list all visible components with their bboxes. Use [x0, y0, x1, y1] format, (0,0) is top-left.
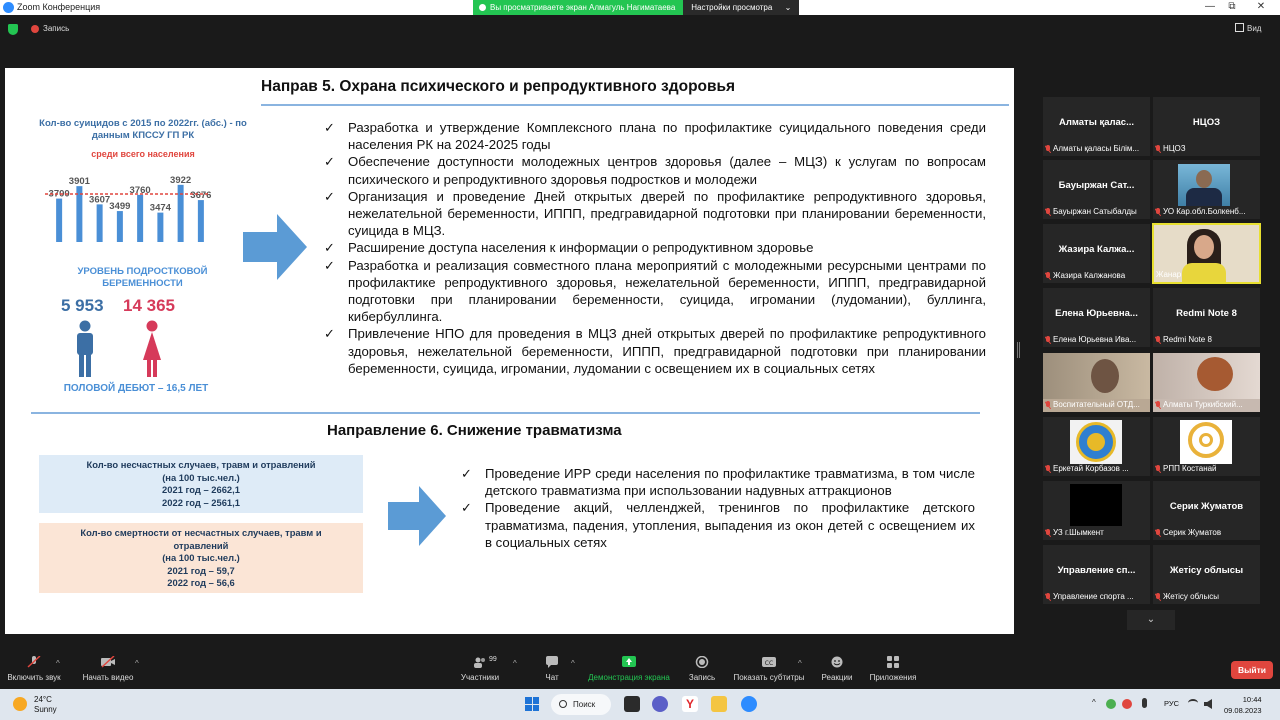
box2-line: (на 100 тыс.чел.) [162, 552, 240, 563]
search-icon [559, 700, 567, 708]
participant-tile[interactable] [1043, 97, 1150, 156]
bar-value-label-2021: 3922 [170, 174, 192, 186]
check-icon: ✓ [324, 154, 336, 170]
share-indicator-icon [479, 4, 486, 11]
tray-browser-icon[interactable] [1122, 699, 1132, 709]
participant-footer [1155, 143, 1258, 154]
participant-label: Воспитательный ОТД... [1053, 400, 1140, 409]
mic-muted-icon [27, 656, 41, 668]
participant-tile[interactable] [1043, 417, 1150, 476]
viewing-share-indicator [473, 0, 683, 15]
person-head-icon [1196, 170, 1212, 188]
chevron-down-icon: ⌄ [1146, 614, 1156, 625]
participant-label: Жанар [1156, 270, 1182, 279]
bullet-item [324, 153, 986, 187]
box2-line: Кол-во смертности от несчастных случаев, травм и отравлений [80, 527, 322, 551]
participant-footer [1045, 206, 1148, 217]
mortality-stats-box [39, 523, 363, 593]
participant-footer [1045, 143, 1148, 154]
suicide-bar-chart [35, 164, 215, 244]
bullet-item [461, 499, 975, 551]
participant-video [1180, 420, 1232, 464]
start-video-button[interactable] [80, 656, 136, 682]
check-icon: ✓ [324, 120, 336, 135]
wifi-icon[interactable] [1188, 699, 1198, 707]
unmute-button[interactable] [6, 656, 62, 682]
task-view-icon[interactable] [624, 696, 640, 712]
participant-label: Алматы қаласы Білім... [1053, 144, 1140, 153]
female-count: 14 365 [123, 296, 175, 315]
bullet-item [461, 465, 975, 499]
bullet-item [324, 257, 986, 326]
participant-label: РПП Костанай [1163, 464, 1217, 473]
divider-middle [31, 412, 980, 414]
chevron-down-icon: ⌄ [784, 3, 792, 12]
bullet-item [324, 325, 986, 377]
volume-icon[interactable] [1204, 699, 1212, 709]
zoom-logo-icon [3, 2, 14, 13]
check-icon: ✓ [324, 188, 336, 204]
mic-muted-icon [1045, 336, 1051, 344]
mic-muted-icon [1155, 145, 1161, 153]
leave-meeting-button[interactable]: Выйти [1231, 661, 1273, 679]
participant-footer [1156, 269, 1257, 280]
participant-footer [1155, 591, 1258, 602]
direction-6-bullets [461, 465, 975, 551]
direction-5-bullets [324, 119, 986, 377]
participant-label: Серик Жуматов [1163, 528, 1222, 537]
meeting-toolbar [0, 650, 1280, 689]
bar-value-label-2018: 3499 [109, 201, 131, 213]
bullet-item [324, 188, 986, 240]
active-speaker-tile[interactable] [1152, 223, 1261, 284]
weather-temperature: 24°C [34, 695, 52, 704]
taskbar-search[interactable] [551, 694, 611, 715]
weather-widget[interactable] [34, 695, 57, 715]
mic-muted-icon [1155, 336, 1161, 344]
bar-value-label-2017: 3607 [89, 194, 111, 206]
bar-value-label-2015: 3700 [48, 188, 70, 200]
chat-button[interactable] [538, 656, 566, 682]
record-icon [695, 656, 709, 668]
box2-line: 2022 год – 56,6 [167, 577, 235, 588]
check-icon: ✓ [324, 257, 336, 273]
pregnancy-label: УРОВЕНЬ ПОДРОСТКОВОЙ БЕРЕМЕННОСТИ [77, 266, 208, 289]
box2-line: 2021 год – 59,7 [167, 564, 235, 576]
participant-label: Управление спорта ... [1053, 592, 1134, 601]
chat-icon [545, 656, 559, 668]
mic-muted-icon [1155, 208, 1161, 216]
check-icon: ✓ [461, 466, 473, 481]
mic-muted-icon [1045, 593, 1051, 601]
mic-muted-icon [1045, 208, 1051, 216]
participant-tile[interactable] [1043, 224, 1150, 283]
participant-label: НЦОЗ [1163, 144, 1186, 153]
participant-footer [1045, 270, 1148, 281]
windows-start-icon[interactable] [525, 697, 539, 711]
bullet-item [324, 119, 986, 153]
participant-video [1070, 484, 1122, 526]
participant-display-name: Бауыржан Сат... [1058, 180, 1135, 191]
shared-screen-slide [5, 68, 1014, 634]
bullet-text: Привлечение НПО для проведения в МЦЗ дней открытых дверей по профилактике репродуктивного здоровья, нежелательной беременности, ИППП, предгравидарной подготовки при планировании беременности, суицида, игромании, лудомании с освещением их в социальных сетях [348, 326, 986, 376]
participant-tile[interactable] [1153, 417, 1260, 476]
participant-footer [1045, 527, 1148, 538]
participant-label: Бауыржан Сатыбалды [1053, 207, 1137, 216]
record-label: Запись [688, 673, 716, 682]
bullet-text: Расширение доступа населения к информации о репродуктивном здоровье [348, 240, 814, 256]
chat-options-chevron-icon[interactable]: ^ [571, 659, 575, 668]
participants-label: Участники [460, 673, 500, 682]
bullet-text: Проведение ИРР среди населения по профилактике травматизма, в том числе детского травматизма при использовании надувных аттракционов [485, 466, 975, 499]
bar-2019 [137, 195, 143, 242]
divider-top [261, 104, 1009, 106]
participant-tile[interactable] [1043, 353, 1150, 412]
participant-footer [1155, 399, 1258, 410]
video-off-icon [101, 656, 115, 668]
participant-tile[interactable] [1153, 160, 1260, 219]
view-settings-dropdown[interactable] [683, 0, 799, 15]
video-options-chevron-icon[interactable]: ^ [135, 659, 139, 668]
bullet-text: Организация и проведение Дней открытых дверей по профилактике репродуктивного здоровья, нежелательной беременности, ИППП, предгравидарной подготовки при планировании беременности, суицида в МЦЗ. [348, 188, 986, 239]
recording-label: Запись [43, 24, 70, 33]
participant-tile[interactable] [1043, 481, 1150, 540]
mic-muted-icon [1045, 145, 1051, 153]
participant-footer [1155, 334, 1258, 345]
participants-icon [473, 656, 487, 668]
mic-muted-icon [1045, 272, 1051, 280]
windows-taskbar [0, 689, 1280, 720]
record-button[interactable] [686, 656, 718, 682]
clock-date: 09.08.2023 [1224, 706, 1262, 715]
smiley-icon [830, 656, 844, 668]
mic-muted-icon [1045, 401, 1051, 409]
share-screen-button[interactable] [587, 656, 671, 682]
participant-tile[interactable] [1153, 545, 1260, 604]
bullet-text: Разработка и утверждение Комплексного плана по профилактике суицидального поведения среди населения РК на 2024-2025 годы [348, 120, 986, 153]
participant-label: Жетісу облысы [1163, 592, 1219, 601]
taskbar-search-label: Поиск [573, 700, 596, 709]
person-head-icon [1091, 359, 1119, 393]
suicide-chart-title: Кол-во суицидов с 2015 по 2022гг. (абс.) - по данным КПССУ ГП РК [39, 118, 247, 141]
viewing-share-text: Вы просматриваете экран Алмагуль Нагиматаева [490, 3, 676, 12]
file-explorer-icon[interactable] [711, 696, 727, 712]
participant-footer [1155, 527, 1258, 538]
apps-button[interactable] [866, 656, 920, 682]
tray-app-icon[interactable] [1106, 699, 1116, 709]
taskbar-clock[interactable] [1224, 694, 1262, 716]
participant-footer [1045, 399, 1148, 410]
microphone-icon[interactable] [1142, 698, 1147, 708]
heading-direction-6: Направление 6. Снижение травматизма [327, 422, 622, 439]
participant-display-name: НЦОЗ [1192, 117, 1221, 128]
maximize-button[interactable]: ⧉ [1228, 1, 1236, 12]
window-title: Zoom Конференция [17, 2, 101, 12]
participant-display-name: Управление сп... [1057, 565, 1136, 576]
participant-video [1178, 164, 1230, 206]
participant-tile[interactable] [1043, 288, 1150, 347]
person-face-icon [1194, 235, 1214, 259]
weather-sun-icon[interactable] [13, 697, 27, 711]
bar-value-label-2019: 3760 [129, 184, 151, 196]
share-banner [473, 0, 799, 15]
population-label: среди всего населения [91, 149, 195, 159]
bar-2018 [117, 211, 123, 242]
participant-tile[interactable] [1153, 353, 1260, 412]
start-video-label: Начать видео [82, 673, 134, 682]
view-menu-button[interactable]: Вид [1247, 24, 1262, 33]
female-figure-icon [140, 320, 164, 380]
bar-2020 [157, 213, 163, 242]
participant-label: УЗ г.Шымкент [1053, 528, 1104, 537]
participant-label: Еркетай Корбазов ... [1053, 464, 1129, 473]
participant-tile[interactable] [1153, 481, 1260, 540]
zoom-taskbar-icon[interactable] [741, 696, 757, 712]
bar-2015 [56, 199, 62, 242]
participant-label: Алматы Туркибский... [1163, 400, 1243, 409]
bullet-item [324, 239, 986, 256]
participant-display-name: Серик Жуматов [1169, 501, 1244, 512]
share-screen-label: Демонстрация экрана [588, 673, 670, 682]
meeting-top-bar [0, 15, 1280, 43]
participants-options-chevron-icon[interactable]: ^ [513, 659, 517, 668]
yandex-browser-icon[interactable]: Y [682, 696, 698, 712]
participant-display-name: Елена Юрьевна... [1055, 308, 1138, 319]
mic-muted-icon [1155, 529, 1161, 537]
share-screen-icon [622, 656, 636, 668]
participant-tile[interactable] [1043, 160, 1150, 219]
audio-options-chevron-icon[interactable]: ^ [56, 659, 60, 668]
mic-muted-icon [1155, 401, 1161, 409]
participant-label: Елена Юрьевна Ива... [1053, 335, 1137, 344]
injury-stats-box [39, 455, 363, 513]
arrow-right-icon [243, 214, 309, 280]
participant-tile[interactable] [1153, 288, 1260, 347]
mic-muted-icon [1045, 529, 1051, 537]
participant-tile[interactable] [1043, 545, 1150, 604]
participant-footer [1155, 206, 1258, 217]
participant-footer [1045, 334, 1148, 345]
person-hair-icon [1197, 357, 1233, 391]
captions-icon [762, 656, 776, 668]
box1-line: 2022 год – 2561,1 [162, 496, 240, 508]
captions-options-chevron-icon[interactable]: ^ [798, 659, 802, 668]
bullet-text: Разработка и реализация совместного плана мероприятий с молодежными ресурсными центрами по профилактике репродуктивного здоровья, нежелательной беременности, ИППП, предгравидарной подготовки при планировании беременности, суицида, игромании (лудомании), буллинга, кибербуллинга. [348, 257, 986, 325]
check-icon: ✓ [461, 500, 473, 516]
unmute-label: Включить звук [7, 673, 61, 682]
svg-text:CC: CC [764, 660, 774, 667]
participant-display-name: Жетісу облысы [1169, 565, 1244, 576]
participant-display-name: Алматы қалас... [1058, 117, 1135, 128]
bullet-text: Проведение акций, челленджей, тренингов по профилактике детского травматизма, падения, утопления, выпадения из окон детей с освещением их в социальных сетях [485, 500, 975, 550]
clock-time: 10:44 [1242, 695, 1262, 704]
ornament-center-icon [1199, 433, 1213, 447]
security-shield-icon[interactable] [8, 24, 18, 35]
mic-muted-icon [1155, 593, 1161, 601]
participant-label: Redmi Note 8 [1163, 335, 1212, 344]
gallery-next-page-button[interactable] [1127, 610, 1175, 630]
reactions-button[interactable] [818, 656, 856, 682]
minimize-button[interactable]: — [1205, 1, 1215, 12]
male-figure-icon [73, 320, 97, 380]
recording-icon [31, 25, 39, 33]
panel-splitter-handle[interactable] [1017, 342, 1020, 358]
participant-display-name: Redmi Note 8 [1176, 308, 1237, 319]
heading-direction-5: Направ 5. Охрана психического и репродуктивного здоровья [261, 78, 736, 95]
emblem-center-icon [1087, 433, 1105, 451]
bar-value-label-2016: 3901 [68, 176, 90, 188]
weather-condition: Sunny [34, 705, 57, 714]
bar-2017 [97, 204, 103, 242]
bullet-text: Обеспечение доступности молодежных центров здоровья (далее – МЦЗ) к услугам по вопросам психического и репродуктивного здоровья подростков и молодежи [348, 154, 986, 187]
male-count: 5 953 [61, 296, 104, 315]
bar-value-label-2022: 3676 [190, 190, 212, 202]
apps-icon [886, 656, 900, 668]
show-captions-button[interactable] [732, 656, 806, 682]
person-body-icon [1186, 188, 1222, 206]
arrow-right-icon [388, 486, 448, 546]
mic-muted-icon [1155, 465, 1161, 473]
participants-count-badge: 99 [489, 656, 497, 663]
mic-muted-icon [1045, 465, 1051, 473]
participant-footer [1155, 463, 1258, 474]
check-icon: ✓ [324, 240, 336, 256]
box1-line: 2021 год – 2662,1 [162, 484, 240, 495]
emblem-icon [1076, 422, 1116, 462]
apps-label: Приложения [869, 673, 917, 682]
show-captions-label: Показать субтитры [733, 673, 805, 682]
input-language[interactable]: РУС [1164, 699, 1180, 708]
reactions-label: Реакции [821, 673, 853, 682]
bar-value-label-2020: 3474 [149, 202, 171, 214]
show-hidden-icons-chevron-icon[interactable]: ^ [1092, 698, 1096, 707]
check-icon: ✓ [324, 326, 336, 342]
ornament-logo-icon [1188, 422, 1224, 458]
participant-display-name: Жазира Калжа... [1058, 244, 1135, 255]
participant-video [1070, 420, 1122, 464]
participant-footer [1045, 591, 1148, 602]
view-settings-label: Настройки просмотра [691, 3, 773, 12]
bar-2022 [198, 200, 204, 242]
box1-line: (на 100 тыс.чел.) [162, 471, 240, 483]
chat-label: Чат [545, 673, 559, 682]
participant-label: УО Кар.обл.Болкенб... [1163, 207, 1246, 216]
chat-app-icon[interactable] [652, 696, 668, 712]
close-button[interactable]: ✕ [1256, 1, 1266, 12]
sexual-debut-label: ПОЛОВОЙ ДЕБЮТ – 16,5 ЛЕТ [63, 383, 209, 394]
box1-line: Кол-во несчастных случаев, травм и отравлений [86, 459, 316, 470]
participant-label: Жазира Калжанова [1053, 271, 1126, 280]
participant-footer [1045, 463, 1148, 474]
participant-tile[interactable] [1153, 97, 1260, 156]
view-grid-icon[interactable] [1235, 23, 1244, 32]
